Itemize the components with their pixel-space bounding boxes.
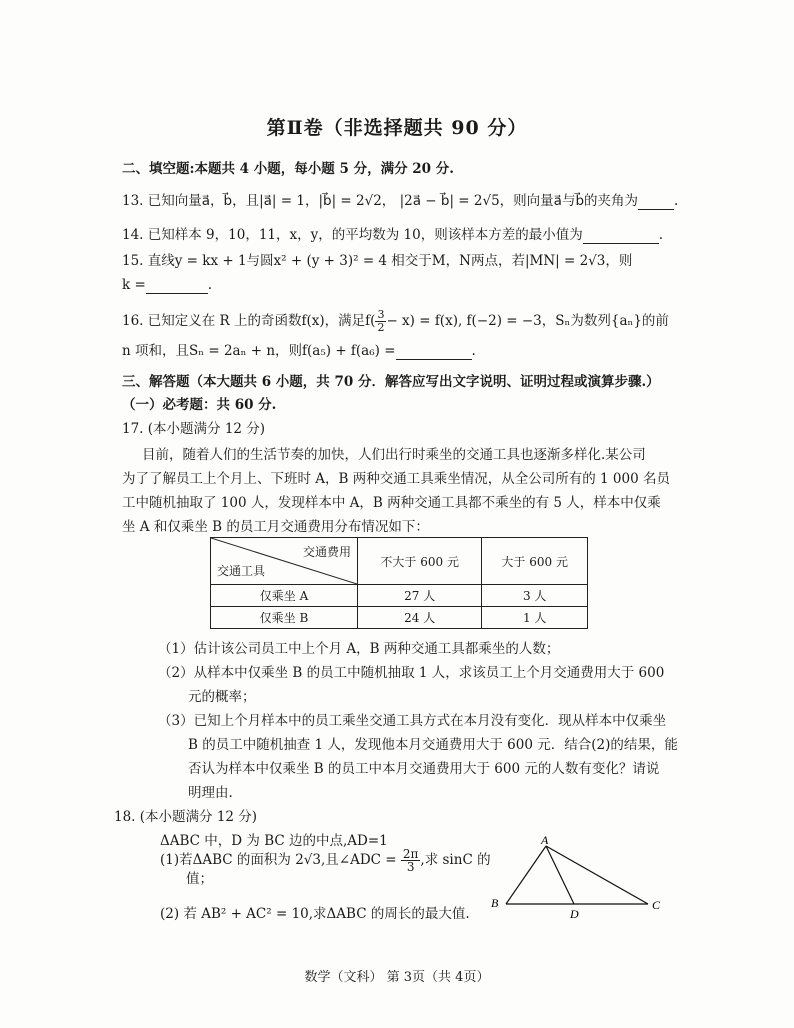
q13-text: 13. 已知向量a⃗，b⃗，且|a⃗| = 1，|b⃗| = 2√2， |2a⃗ − b⃗| = 2√5，则向量a⃗与b⃗的夹角为: [122, 193, 639, 209]
question-15-line2: [122, 276, 212, 294]
q13-blank: [638, 209, 674, 210]
question-13: [122, 192, 678, 210]
q17-sub1: （1）估计该公司员工中上个月 A，B 两种交通工具都乘坐的人数；: [158, 641, 560, 657]
label-D: D: [570, 907, 579, 920]
q15-blank: [146, 293, 208, 294]
q16-end: .: [471, 343, 476, 359]
table-col-header-1: 不大于 600 元: [358, 538, 482, 585]
question-14: [122, 226, 663, 244]
triangle-diagram: [488, 834, 678, 920]
q17-sub2b: 元的概率；: [188, 689, 256, 705]
q17-sub3c: 否认为样本中仅乘坐 B 的员工中本月交通费用大于 600 元的人数有变化？请说: [188, 761, 660, 777]
q18-head: 18. (本小题满分 12 分): [114, 809, 258, 825]
q17-p1: 目前，随着人们的生活节奏的加快，人们出行时乘坐的交通工具也逐渐多样化.某公司: [142, 447, 646, 463]
q18-fraction: $\frac{2\pi}{3}$: [402, 847, 419, 874]
table-cell: 3 人: [482, 585, 588, 607]
q18-sub2: (2) 若 AB² + AC² = 10,求ΔABC 的周长的最大值.: [160, 906, 470, 922]
q16-text-c: n 项和，且Sₙ = 2aₙ + n，则f(a₅) + f(a₆) =: [122, 343, 396, 359]
q18-sub1-text-a: (1)若ΔABC 的面积为 2√3,且∠ADC =: [160, 852, 397, 868]
q18-condition: ΔABC 中，D 为 BC 边的中点,AD=1: [160, 833, 388, 849]
table-row-label: 仅乘坐 B: [211, 607, 358, 629]
q17-p4: 坐 A 和仅乘坐 B 的员工月交通费用分布情况如下：: [122, 519, 429, 535]
q16-blank: [396, 359, 472, 360]
q17-p2: 为了了解员工上个月上、下班时 A，B 两种交通工具乘坐情况，从全公司所有的 1 000 名员: [122, 471, 670, 487]
q14-text: 14. 已知样本 9，10，11，x，y，的平均数为 10，则该样本方差的最小值为: [122, 227, 583, 243]
table-cell: 1 人: [482, 607, 588, 629]
q17-head: 17. (本小题满分 12 分): [122, 421, 266, 437]
q17-sub3b: B 的员工中随机抽查 1 人，发现他本月交通费用大于 600 元．结合(2)的结果，能: [188, 737, 678, 753]
q18-sub1c: 值；: [186, 871, 213, 887]
corner-bottom-label: 交通工具: [217, 564, 266, 578]
q15-end: .: [207, 277, 213, 293]
page-title: 第Ⅱ卷（非选择题共 90 分）: [266, 117, 528, 139]
question-15-line1: 15. 直线y = kx + 1与圆x² + (y + 3)² = 4 相交于M，N两点，若|MN| = 2√3，则: [122, 253, 633, 269]
corner-top-label: 交通费用: [302, 545, 351, 559]
q14-blank: [583, 243, 659, 244]
q18-sub1-text-b: ,求 sinC 的: [420, 852, 491, 868]
table-row-label: 仅乘坐 A: [211, 585, 358, 607]
table-corner-cell: [211, 538, 358, 585]
q15-k: k =: [122, 277, 146, 293]
label-C: C: [652, 898, 661, 912]
label-B: B: [491, 896, 499, 910]
q14-end: .: [658, 227, 664, 243]
label-A: A: [541, 834, 549, 847]
table-cell: 27 人: [358, 585, 482, 607]
section3-heading: 三、解答题（本大题共 6 小题，共 70 分．解答应写出文字说明、证明过程或演算步骤.）: [122, 374, 660, 390]
fee-table: [210, 537, 588, 629]
table-col-header-2: 大于 600 元: [482, 538, 588, 585]
q17-sub2a: （2）从样本中仅乘坐 B 的员工中随机抽取 1 人，求该员工上个月交通费用大于 600: [158, 665, 665, 681]
q17-sub3a: （3）已知上个月样本中的员工乘坐交通工具方式在本月没有变化．现从样本中仅乘坐: [158, 713, 667, 729]
q13-end: .: [674, 193, 679, 209]
q17-p3: 工中随机抽取了 100 人，发现样本中 A，B 两种交通工具都不乘坐的有 5 人，样本中仅乘: [122, 495, 661, 511]
q16-text-b: − x) = f(x), f(−2) = −3，Sₙ为数列{aₙ}的前: [386, 313, 669, 329]
table-row: [211, 607, 588, 629]
q16-fraction: $\frac{3}{2}$: [377, 308, 385, 334]
section2-heading: 二、填空题:本题共 4 小题，每小题 5 分，满分 20 分.: [122, 161, 454, 177]
table-row: [211, 585, 588, 607]
table-cell: 24 人: [358, 607, 482, 629]
page-footer: 数学（文科） 第 3页（共 4页）: [304, 970, 490, 985]
section3-sub: （一）必考题：共 60 分.: [122, 397, 277, 413]
question-16-line1: 16. 已知定义在 R 上的奇函数f(x)，满足f( $\frac{3}{2}$ − x) = f(x), f(−2) = −3，Sₙ为数列{aₙ}的前: [122, 308, 669, 334]
q17-sub3d: 明理由.: [188, 785, 233, 801]
question-16-line2: [122, 342, 476, 360]
q16-text-a: 16. 已知定义在 R 上的奇函数f(x)，满足f: [122, 313, 371, 329]
